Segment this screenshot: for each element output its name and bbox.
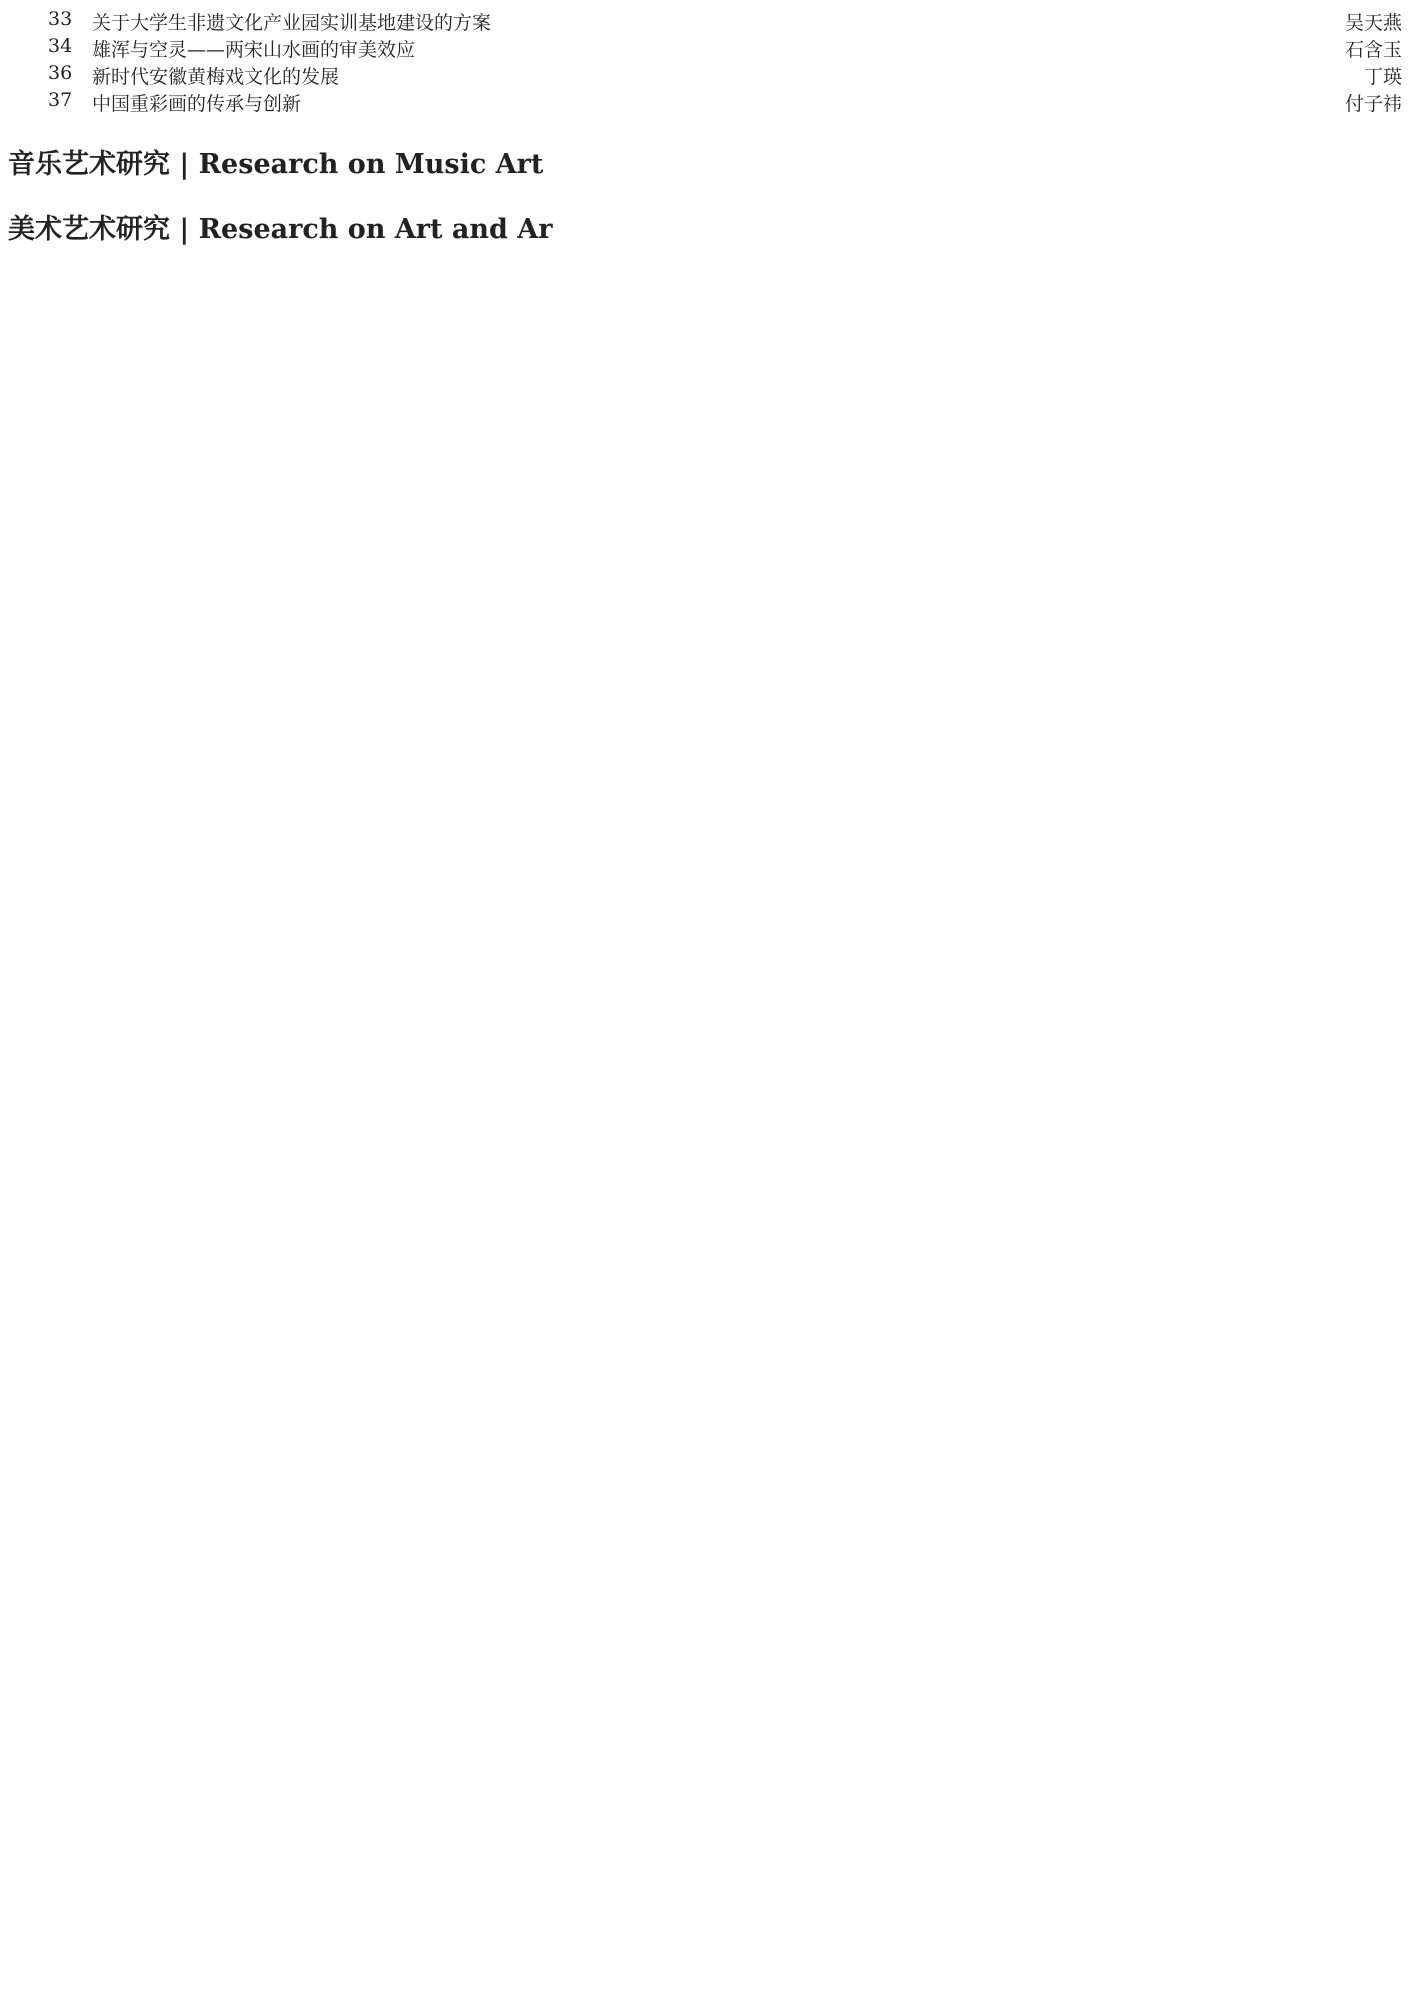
toc-page: 33 xyxy=(48,8,73,30)
toc-author: 吴天燕 xyxy=(1344,12,1402,34)
toc-entry xyxy=(48,35,1402,62)
toc-author: 付子祎 xyxy=(1344,93,1402,115)
toc-page: 34 xyxy=(48,35,73,57)
toc-entry xyxy=(48,89,1402,116)
toc-entry xyxy=(48,8,1402,35)
toc-title: 关于大学生非遗文化产业园实训基地建设的方案 xyxy=(92,12,492,34)
section-heading-art: 美术艺术研究 | Research on Art and Ar xyxy=(8,214,553,245)
toc-author: 丁瑛 xyxy=(1363,66,1402,88)
section-heading-music: 音乐艺术研究 | Research on Music Art xyxy=(8,149,544,180)
toc-page: 36 xyxy=(48,62,73,84)
toc-author: 石含玉 xyxy=(1344,39,1402,61)
toc-column-left xyxy=(8,8,1402,246)
toc-title: 新时代安徽黄梅戏文化的发展 xyxy=(92,66,340,88)
toc-title: 中国重彩画的传承与创新 xyxy=(92,93,302,115)
toc-page: 37 xyxy=(48,89,73,111)
toc-entry xyxy=(48,62,1402,89)
toc-list xyxy=(8,8,1402,116)
toc-title: 雄浑与空灵——两宋山水画的审美效应 xyxy=(92,39,416,61)
